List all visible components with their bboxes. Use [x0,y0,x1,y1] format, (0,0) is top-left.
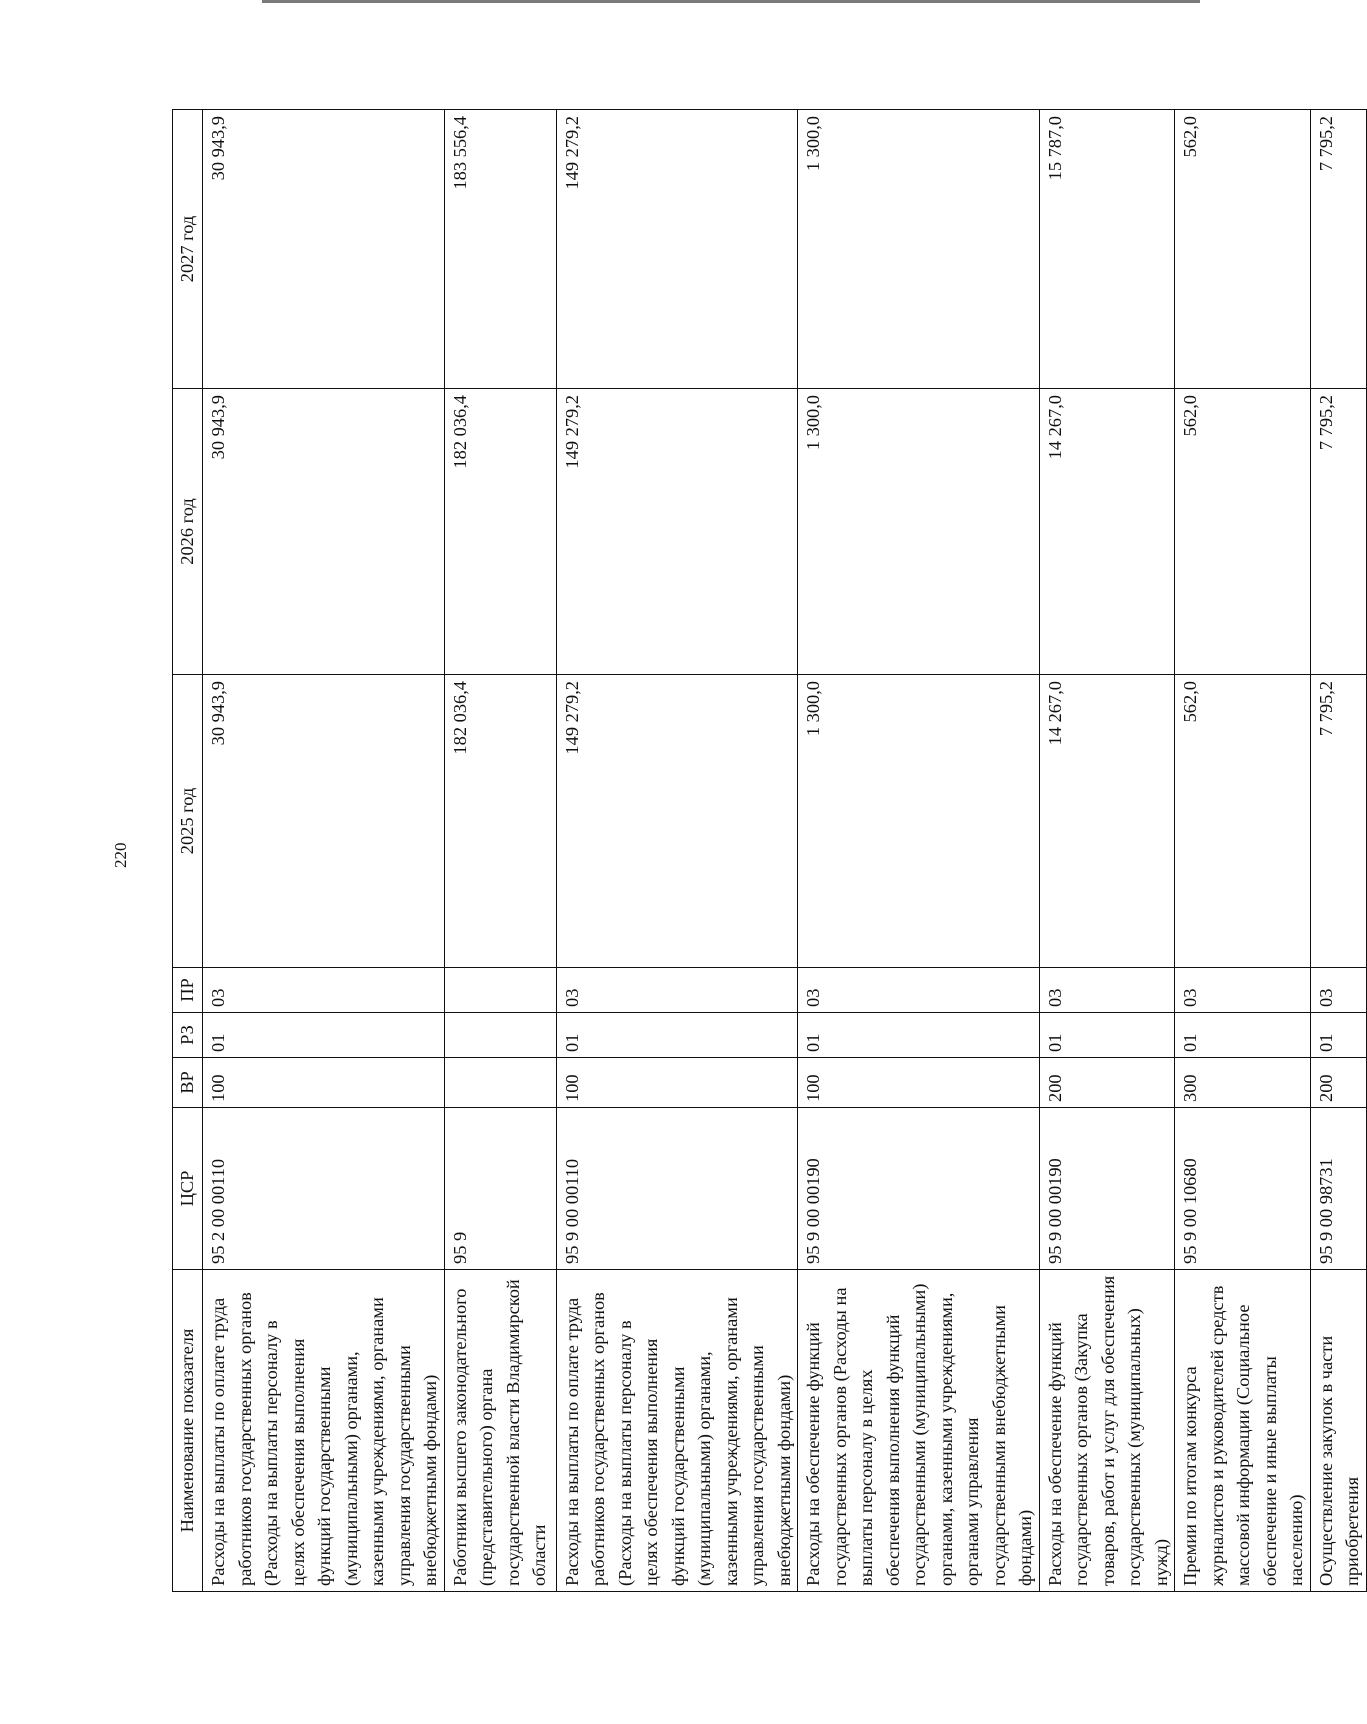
cell-2026: 30 943,9 [203,389,445,675]
cell-2025: 149 279,2 [556,675,798,968]
cell-vr: 100 [203,1058,445,1108]
cell-2027: 183 556,4 [444,110,556,389]
cell-pr: 03 [798,968,1040,1013]
cell-pr [444,968,556,1013]
header-name: Наименование показателя [173,1270,203,1592]
budget-table [172,109,1367,1592]
cell-2025: 14 267,0 [1039,675,1175,968]
cell-2025: 562,0 [1175,675,1311,968]
cell-2025: 30 943,9 [203,675,445,968]
header-csr: ЦСР [173,1108,203,1270]
cell-2027: 149 279,2 [556,110,798,389]
cell-csr: 95 9 [444,1108,556,1270]
table-row [1039,110,1175,1592]
cell-2027: 15 787,0 [1039,110,1175,389]
cell-2026: 1 300,0 [798,389,1040,675]
cell-rz: 01 [556,1013,798,1058]
cell-pr: 03 [203,968,445,1013]
cell-rz [444,1013,556,1058]
cell-csr: 95 9 00 00190 [1039,1108,1175,1270]
table-row [203,110,445,1592]
cell-2025: 1 300,0 [798,675,1040,968]
cell-vr: 200 [1310,1058,1366,1108]
cell-2025: 182 036,4 [444,675,556,968]
cell-2026: 149 279,2 [556,389,798,675]
table-row [1310,110,1366,1592]
cell-name: Расходы на выплаты по оплате труда работников государственных органов (Расходы на выплаты персоналу в целях обеспечения выполнения функций государственными (муниципальными) органами, казенными учреждениями, органами управления государственными внебюджетными фондами) [203,1270,445,1592]
cell-2026: 562,0 [1175,389,1311,675]
cell-pr: 03 [1175,968,1311,1013]
cell-rz: 01 [1310,1013,1366,1058]
cell-name: Премии по итогам конкурса журналистов и руководителей средств массовой информации (Социальное обеспечение и иные выплаты населению) [1175,1270,1311,1592]
cell-csr: 95 9 00 98731 [1310,1108,1366,1270]
cell-rz: 01 [1175,1013,1311,1058]
table-row [1175,110,1311,1592]
table-header-row [173,110,203,1592]
page-number: 220 [111,842,130,868]
cell-vr: 100 [556,1058,798,1108]
cell-2027: 7 795,2 [1310,110,1366,389]
cell-name: Расходы на обеспечение функций государственных органов (Закупка товаров, работ и услуг для обеспечения государственных (муниципальных) нужд) [1039,1270,1175,1592]
cell-rz: 01 [1039,1013,1175,1058]
cell-csr: 95 9 00 10680 [1175,1108,1311,1270]
cell-pr: 03 [1310,968,1366,1013]
cell-csr: 95 9 00 00110 [556,1108,798,1270]
cell-pr: 03 [556,968,798,1013]
table-row [556,110,798,1592]
cell-name: Расходы на выплаты по оплате труда работников государственных органов (Расходы на выплаты персоналу в целях обеспечения выполнения функций государственными (муниципальными) органами, казенными учреждениями, органами управления государственными внебюджетными фондами) [556,1270,798,1592]
cell-2025: 7 795,2 [1310,675,1366,968]
header-vr: ВР [173,1058,203,1108]
header-2025: 2025 год [173,675,203,968]
rotated-table-container [172,110,1362,1592]
cell-rz: 01 [203,1013,445,1058]
scan-edge-line [262,0,1200,3]
cell-vr: 200 [1039,1058,1175,1108]
header-pr: ПР [173,968,203,1013]
cell-vr: 100 [798,1058,1040,1108]
cell-vr [444,1058,556,1108]
cell-csr: 95 2 00 00110 [203,1108,445,1270]
cell-name: Расходы на обеспечение функций государственных органов (Расходы на выплаты персоналу в целях обеспечения выполнения функций государственными (муниципальными) органами, казенными учреждениями, органами управления государственными внебюджетными фондами) [798,1270,1040,1592]
header-rz: РЗ [173,1013,203,1058]
header-2026: 2026 год [173,389,203,675]
cell-2027: 1 300,0 [798,110,1040,389]
header-2027: 2027 год [173,110,203,389]
cell-2026: 182 036,4 [444,389,556,675]
cell-pr: 03 [1039,968,1175,1013]
cell-2026: 14 267,0 [1039,389,1175,675]
cell-name: Осуществление закупок в части приобретения [1310,1270,1366,1592]
cell-2027: 562,0 [1175,110,1311,389]
table-row [798,110,1040,1592]
table-row [444,110,556,1592]
cell-2027: 30 943,9 [203,110,445,389]
cell-name: Работники высшего законодательного (представительного) органа государственной власти Владимирской области [444,1270,556,1592]
cell-rz: 01 [798,1013,1040,1058]
cell-csr: 95 9 00 00190 [798,1108,1040,1270]
cell-2026: 7 795,2 [1310,389,1366,675]
cell-vr: 300 [1175,1058,1311,1108]
